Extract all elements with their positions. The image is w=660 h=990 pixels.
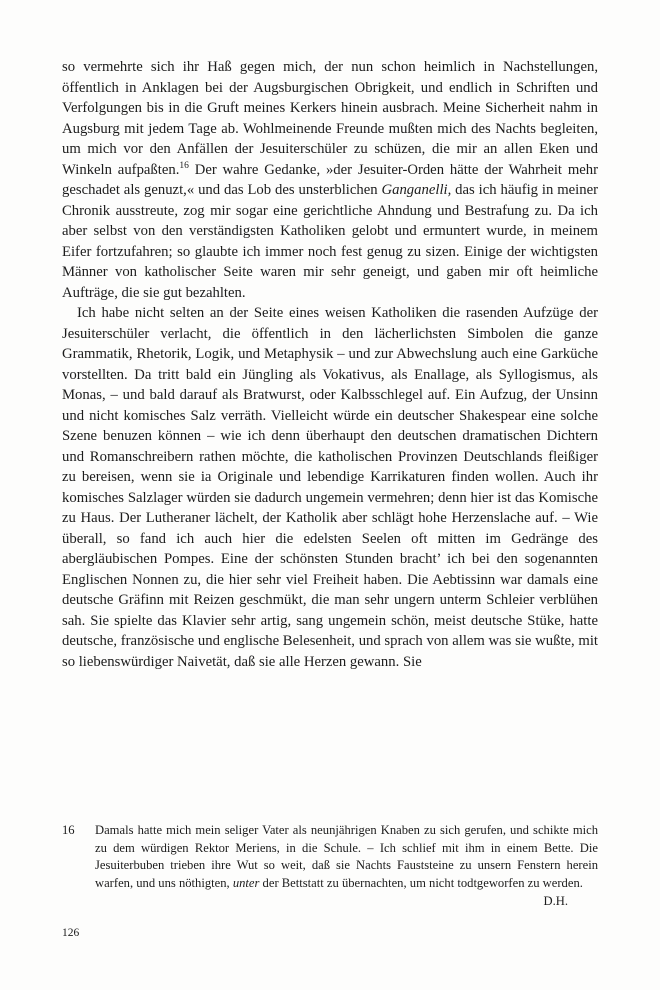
main-text [62, 57, 598, 672]
page-number: 126 [62, 927, 80, 939]
footnote-number: 16 [62, 823, 75, 837]
footnote-signature: D.H. [543, 893, 568, 908]
paragraph: Ich habe nicht selten an der Seite eines weisen Katholiken die rasenden Aufzüge der Jesuiterschüler verlacht, die öffentlich in den lächerlichsten Simbolen die ganze Grammatik, Rhetorik, Logik, und Metaphysik – und zur Abwechslung auch eine Garküche vorstellten. Da tritt bald ein Jüngling als Vokativus, als Enallage, als Syllogismus, als Monas, – und bald darauf als Bratwurst, oder Kalbsschlegel auf. Ein Aufzug, der Unsinn und nicht komisches Salz verräth. Vielleicht würde ein deutscher Shakespear eine solche Szene benuzen können – wie ich denn überhaupt den deutschen dramatischen Dichtern und Romanschreibern rathen möchte, die katholischen Provinzen Deutschlands fleißiger zu bereisen, wenn sie ia Originale und lebendige Karrikaturen finden wollen. Auch ihr komisches Salzlager würden sie dadurch ungemein vermehren; denn hier ist das Komische zu Haus. Der Lutheraner lächelt, der Katholik aber schlägt hohe Herzenslache auf. – Wie überall, so fand ich auch hier die edelsten Seelen oft mitten im Gedränge des abergläubischen Pompes. Eine der schönsten Stunden bracht’ ich bei den sogenannten Englischen Nonnen zu, die hier sehr viel Freiheit haben. Die Aebtissinn war damals eine deutsche Gräfinn mit Reizen geschmükt, die man sehr ungern unterm Schleier verblühen sah. Sie spielte das Klavier sehr artig, sang ungemein schön, meist deutsche Stüke, hatte deutsche, französische und englische Belesenheit, und sprach von allem was sie wußte, mit so liebenswürdiger Naivetät, daß sie alle Herzen gewann. Sie [62, 305, 598, 670]
footnote-row [62, 822, 598, 893]
paragraph-continuation: so vermehrte sich ihr Haß gegen mich, der nun schon heimlich in Nachstellungen, öffentlich in Anklagen bei der Augsburgischen Obrigkeit, und endlich in Schriften und Verfolgungen bis in die Gruft meines Kerkers hinein ausbrach. Meine Sicherheit nahm in Augsburg mit jedem Tage ab. Wohlmeinende Freunde mußten mich des Nachts begleiten, um mich vor den Anfällen der Jesuiterschüler zu schüzen, die mir an allen Eken und Winkeln aufpaßten.$^{16}$ Der wahre Gedanke, »der Jesuiter-Orden hätte der Wahrheit mehr geschadet als genuzt,« und das Lob des unsterblichen Ganganelli, das ich häufig in meiner Chronik ausstreute, zog mir sogar eine gerichtliche Ahndung und Bestrafung zu. Da ich aber selbst von den verständigsten Katholiken gelobt und ermuntert wurde, in meinem Eifer fortzufahren; so glaubte ich immer noch fest genug zu sizen. Einige der wichtigsten Männer von katholischer Seite waren mir sehr geneigt, und gaben mir oft heimliche Aufträge, die sie gut bezahlten. [62, 59, 599, 301]
footnote-text: Damals hatte mich mein seliger Vater als neunjährigen Knaben zu sich gerufen, und schikte mich zu dem würdigen Rektor Meriens, in die Schule. – Ich schlief mit ihm in einem Bette. Die Jesuiterbuben trieben ihre Wut so weit, daß sie Nachts Fauststeine zu unsern Fenstern herein warfen, und uns nöthigten, unter der Bettstatt zu übernachten, um nicht todtgeworfen zu werden. [95, 823, 598, 891]
footnote [62, 822, 598, 911]
